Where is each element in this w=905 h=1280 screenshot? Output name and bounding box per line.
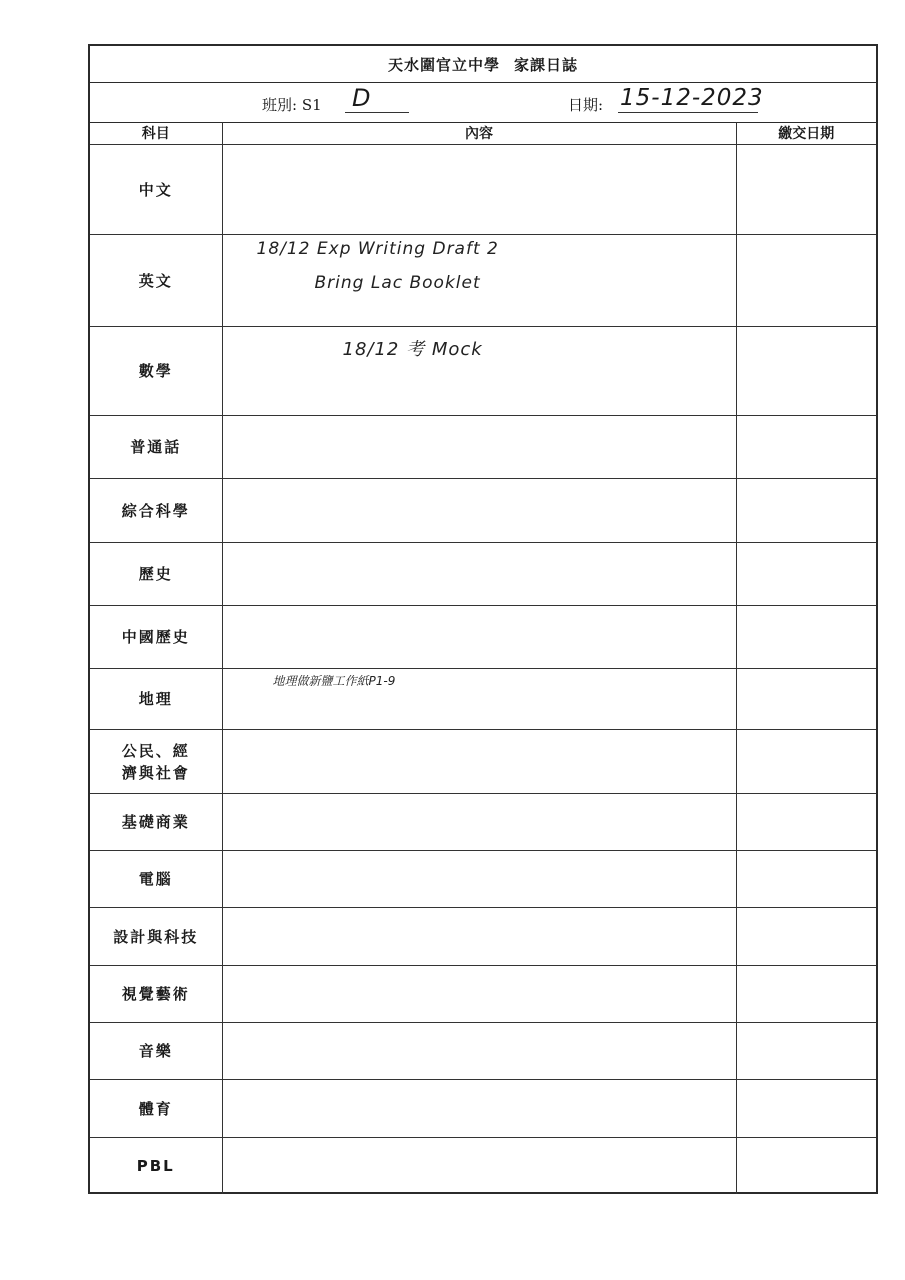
subject-cell: 公民、經濟與社會	[90, 730, 222, 794]
subject-cell: 設計與科技	[90, 908, 222, 966]
due-date-cell	[736, 543, 876, 606]
table-row	[90, 416, 876, 479]
content-cell	[222, 1023, 736, 1080]
content-cell	[222, 1080, 736, 1138]
content-cell	[222, 966, 736, 1023]
title-row	[90, 46, 876, 83]
handwritten-note: 18/12 Exp Writing Draft 2	[256, 239, 499, 259]
subject-cell: 綜合科學	[90, 479, 222, 543]
due-date-cell	[736, 908, 876, 966]
school-name: 天水圍官立中學	[387, 55, 500, 74]
table-row	[90, 794, 876, 851]
date-value: 15-12-2023	[620, 85, 764, 111]
table-row	[90, 479, 876, 543]
subject-cell: 音樂	[90, 1023, 222, 1080]
class-label: 班別: S1	[262, 96, 322, 114]
subject-cell: 視覺藝術	[90, 966, 222, 1023]
subject-cell: 地理	[90, 669, 222, 730]
content-cell	[222, 235, 736, 327]
document-title: 家課日誌	[514, 55, 579, 74]
content-cell	[222, 543, 736, 606]
class-value: D	[352, 84, 371, 112]
column-header-due-date: 繳交日期	[736, 122, 876, 145]
subject-cell: PBL	[90, 1138, 222, 1194]
content-cell	[222, 908, 736, 966]
content-cell	[222, 416, 736, 479]
homework-table	[90, 122, 876, 1194]
content-cell	[222, 145, 736, 235]
column-header-content: 內容	[222, 122, 736, 145]
due-date-cell	[736, 235, 876, 327]
subject-cell: 數學	[90, 327, 222, 416]
content-cell	[222, 606, 736, 669]
table-row	[90, 543, 876, 606]
table-row	[90, 235, 876, 327]
due-date-cell	[736, 327, 876, 416]
table-row	[90, 908, 876, 966]
subject-cell: 英文	[90, 235, 222, 327]
content-cell	[222, 327, 736, 416]
due-date-cell	[736, 794, 876, 851]
handwritten-note: 地理做新鹽工作紙P1-9	[272, 674, 396, 688]
handwritten-note: 18/12 考 Mock	[342, 339, 483, 360]
subject-cell: 基礎商業	[90, 794, 222, 851]
table-row	[90, 966, 876, 1023]
due-date-cell	[736, 145, 876, 235]
due-date-cell	[736, 1080, 876, 1138]
handwritten-note: Bring Lac Booklet	[314, 273, 481, 293]
table-row	[90, 145, 876, 235]
due-date-cell	[736, 1023, 876, 1080]
content-cell	[222, 730, 736, 794]
info-row	[90, 82, 876, 123]
homework-diary-sheet	[88, 44, 878, 1194]
table-header-row	[90, 122, 876, 145]
content-cell	[222, 669, 736, 730]
content-cell	[222, 479, 736, 543]
date-underline	[618, 112, 758, 113]
subject-cell: 歷史	[90, 543, 222, 606]
column-header-subject: 科目	[90, 122, 222, 145]
subject-cell: 中國歷史	[90, 606, 222, 669]
subject-cell: 普通話	[90, 416, 222, 479]
table-row	[90, 1138, 876, 1194]
subject-cell: 體育	[90, 1080, 222, 1138]
table-row	[90, 327, 876, 416]
due-date-cell	[736, 669, 876, 730]
due-date-cell	[736, 479, 876, 543]
content-cell	[222, 1138, 736, 1194]
due-date-cell	[736, 966, 876, 1023]
due-date-cell	[736, 851, 876, 908]
table-row	[90, 1080, 876, 1138]
content-cell	[222, 794, 736, 851]
date-label: 日期:	[568, 96, 604, 114]
table-row	[90, 1023, 876, 1080]
due-date-cell	[736, 1138, 876, 1194]
subject-cell: 中文	[90, 145, 222, 235]
subject-cell: 電腦	[90, 851, 222, 908]
table-row	[90, 730, 876, 794]
due-date-cell	[736, 606, 876, 669]
due-date-cell	[736, 730, 876, 794]
table-row	[90, 851, 876, 908]
table-row	[90, 669, 876, 730]
content-cell	[222, 851, 736, 908]
due-date-cell	[736, 416, 876, 479]
table-row	[90, 606, 876, 669]
class-underline	[345, 112, 409, 113]
